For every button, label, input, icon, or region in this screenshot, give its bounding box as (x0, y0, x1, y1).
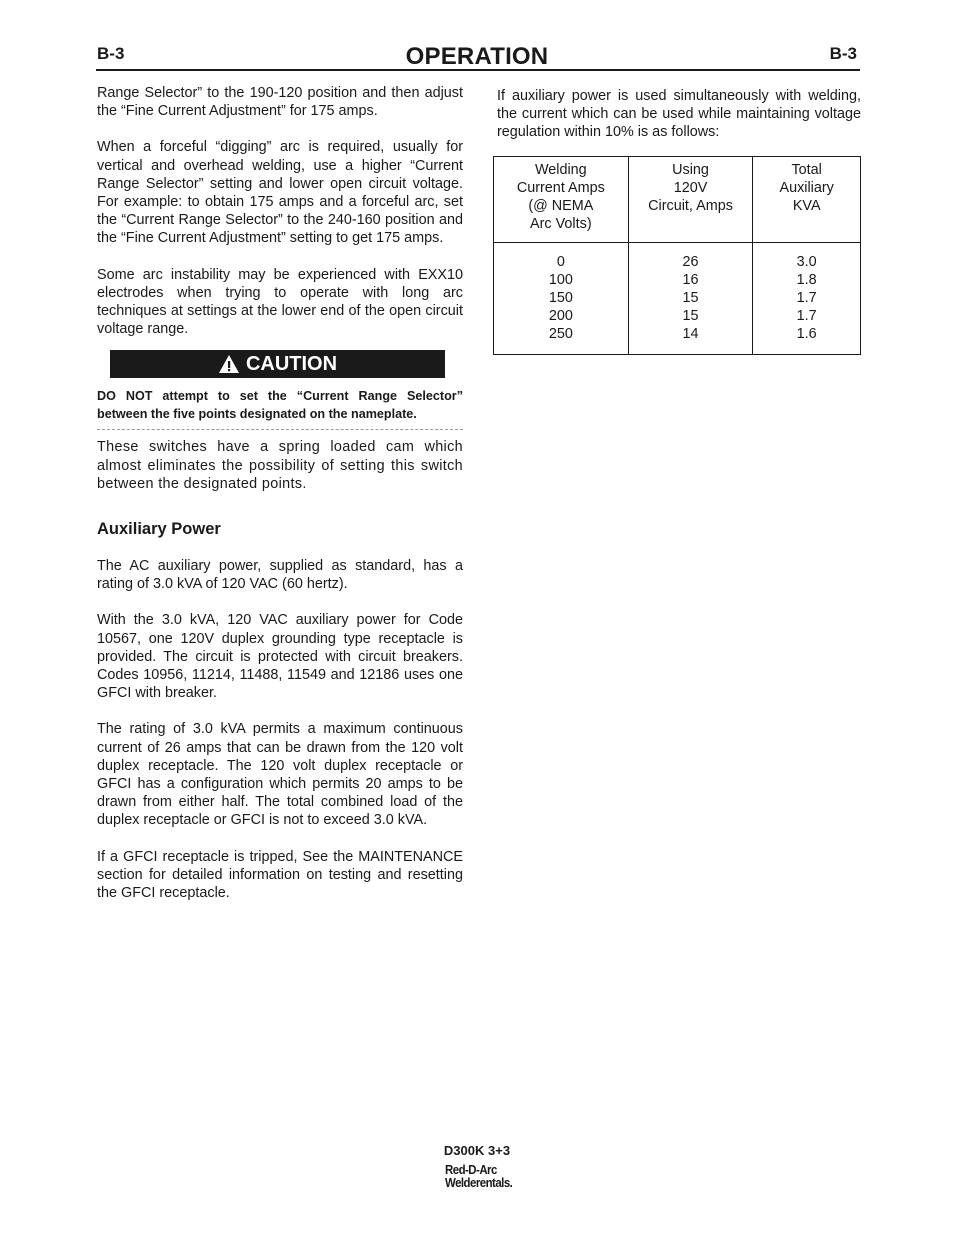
footer-logo (445, 1163, 524, 1189)
caution-banner (110, 350, 445, 378)
table-cell: 26 (682, 253, 699, 270)
header-line: Total (791, 161, 822, 178)
paragraph-spring-cam: These switches have a spring loaded cam which almost eliminates the possibility of setting this switch between the designated points. (97, 439, 463, 492)
header-line: Current Amps (516, 179, 605, 196)
warning-triangle-icon (218, 354, 240, 374)
paragraph-gfci-tripped: If a GFCI receptacle is tripped, See the MAINTENANCE section for detailed information on testing and resetting the GFCI receptacle. (97, 848, 463, 902)
page-title: OPERATION (405, 43, 549, 70)
header-line: Auxiliary (779, 179, 834, 196)
table-cell: 16 (682, 271, 699, 288)
header-line: 120V (673, 179, 708, 196)
header-line: KVA (792, 198, 821, 215)
table-cell: 1.7 (796, 308, 817, 325)
column-circuit-amps (628, 242, 753, 354)
table-cell: 14 (682, 326, 699, 343)
header-welding-current (494, 156, 629, 242)
table-cell: 15 (682, 290, 699, 307)
header-total-kva (753, 156, 861, 242)
caution-text: DO NOT attempt to set the “Current Range Selector” between the five points designated on the nameplate. (97, 389, 463, 421)
logo-line-brand: Red-D-Arc (445, 1162, 497, 1177)
table-cell: 150 (548, 290, 573, 307)
header-line: Arc Volts) (530, 216, 592, 233)
column-welding-amps (494, 242, 629, 354)
paragraph-aux-current: The rating of 3.0 kVA permits a maximum continuous current of 26 amps that can be drawn from the 120 volt duplex receptacle. The 120 volt duplex receptacle or GFCI has a configuration which permits 20 amps to be drawn from either half. The total combined load of the duplex receptacle or GFCI is not to exceed 3.0 kVA. (97, 721, 463, 829)
table-data-row (494, 242, 861, 354)
aux-power-table (493, 156, 861, 355)
table-cell: 1.8 (796, 271, 817, 288)
table-cell: 1.6 (796, 326, 817, 343)
header-circuit-amps (628, 156, 753, 242)
table-cell: 1.7 (796, 290, 817, 307)
paragraph-arc-instability: Some arc instability may be experienced with EXX10 electrodes when trying to operate with long arc techniques at settings at the lower end of the open circuit voltage range. (97, 266, 463, 338)
table-cell: 15 (682, 308, 699, 325)
table-cell: 0 (556, 253, 565, 270)
right-column (497, 87, 861, 355)
header-line: Circuit, Amps (648, 198, 733, 215)
left-column (97, 84, 463, 902)
footer-model: D300K 3+3 (443, 1143, 511, 1158)
column-total-kva (753, 242, 861, 354)
table-cell: 250 (548, 326, 573, 343)
table-header-row (494, 156, 861, 242)
table-cell: 200 (548, 308, 573, 325)
caution-divider (97, 429, 463, 430)
heading-auxiliary-power: Auxiliary Power (97, 520, 221, 539)
paragraph-range-selector: Range Selector” to the 190-120 position and then adjust the “Fine Current Adjustment” for 175 amps. (97, 85, 463, 120)
header-line: Welding (534, 161, 587, 178)
paragraph-aux-receptacle: With the 3.0 kVA, 120 VAC auxiliary power for Code 10567, one 120V duplex grounding type receptacle is provided. The circuit is protected with circuit breakers. Codes 10956, 11214, 11488, 11549 and 12186 uses one GFCI with breaker. (97, 612, 463, 702)
header-line: (@ NEMA (528, 198, 594, 215)
table-cell: 3.0 (796, 253, 817, 270)
page-label-left: B-3 (97, 44, 125, 63)
table-cell: 100 (548, 271, 573, 288)
paragraph-simultaneous-use: If auxiliary power is used simultaneously with welding, the current which can be used while maintaining voltage regulation within 10% is as follows: (497, 88, 861, 141)
paragraph-digging-arc: When a forceful “digging” arc is required, usually for vertical and overhead welding, use a higher “Current Range Selector” setting and lower open circuit voltage. For example: to obtain 175 amps and a forceful arc, set the “Current Range Selector” to the 240-160 position and the “Fine Current Adjustment” setting to get 175 amps. (97, 139, 463, 247)
caution-label: CAUTION (245, 352, 338, 375)
paragraph-aux-rating: The AC auxiliary power, supplied as standard, has a rating of 3.0 kVA of 120 VAC (60 hertz). (97, 558, 463, 593)
logo-line-tagline: Welderentals. (445, 1175, 513, 1190)
header-rule (96, 69, 860, 71)
page-label-right: B-3 (829, 44, 857, 63)
header-line: Using (672, 161, 709, 178)
